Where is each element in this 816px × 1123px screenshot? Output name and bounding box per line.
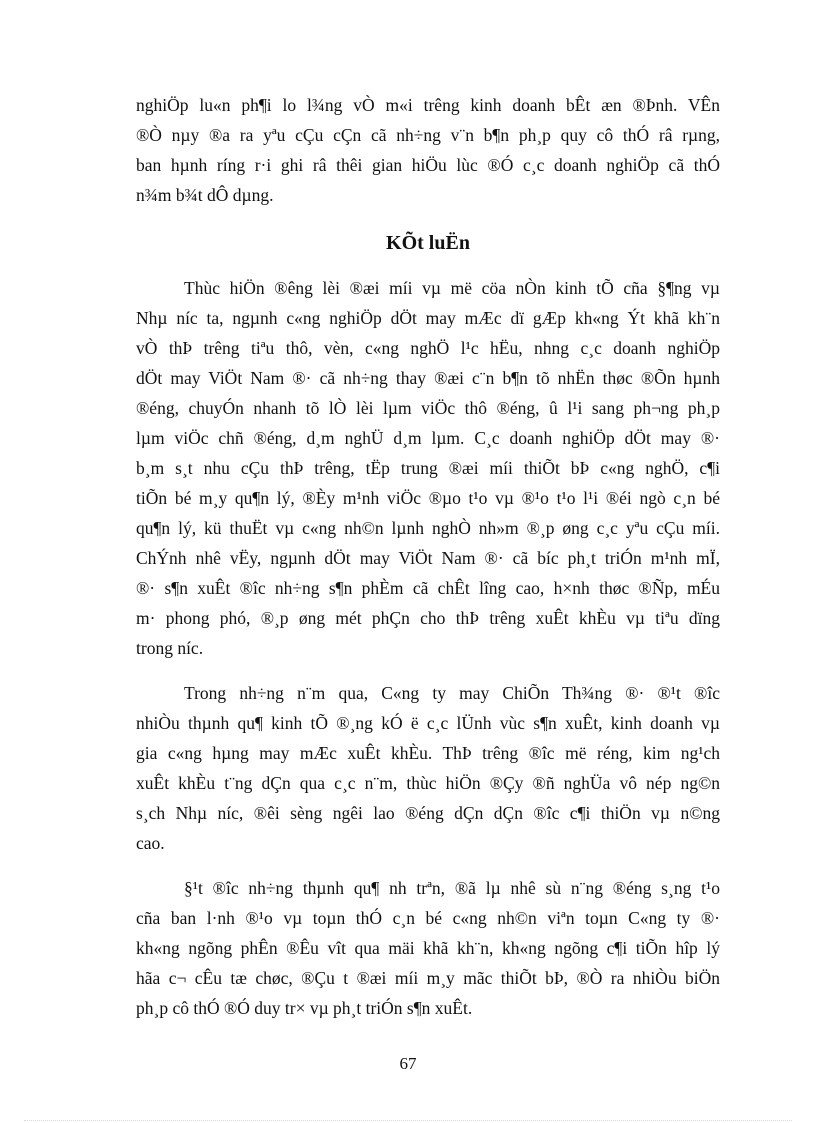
text-line: ®· s¶n xuÊt ®îc nh÷ng s¶n phÈm cã chÊt lîng cao, h×nh thøc ®Ñp, mÉu [136,578,720,598]
text-line: ChÝnh nhê vËy, ngµnh dÖt may ViÖt Nam ®· cã bíc ph¸t triÓn m¹nh mÏ, [136,548,720,568]
text-line: dÖt may ViÖt Nam ®· cã nh÷ng thay ®æi c¨n b¶n tõ nhËn thøc ®Õn hµnh [136,368,720,388]
paragraph-intro [136,90,720,210]
paragraph-conclusion-1 [136,273,720,663]
text-line: ®Ò nµy ®a ra yªu cÇu cÇn cã nh÷ng v¨n b¶n ph¸p quy cô thÓ râ rµng, [136,125,720,145]
text-line: nghiÖp lu«n ph¶i lo l¾ng vÒ m«i trêng kinh doanh bÊt æn ®Þnh. VÊn [136,95,720,115]
text-line: vÒ thÞ trêng tiªu thô, vèn, c«ng nghÖ l¹c hËu, nhng c¸c doanh nghiÖp [136,338,720,358]
text-line: s¸ch Nhµ níc, ®êi sèng ngêi lao ®éng dÇn dÇn ®îc c¶i thiÖn vµ n©ng [136,803,720,823]
text-line: trong níc. [136,638,204,658]
text-line: Trong nh÷ng n¨m qua, C«ng ty may ChiÕn Th¾ng ®· ®¹t ®îc [184,683,720,703]
text-line: hãa c¬ cÊu tæ chøc, ®Çu t ®æi míi m¸y mãc thiÕt bÞ, ®Ò ra nhiÒu biÖn [136,968,720,988]
page-bottom-divider [24,1120,792,1121]
text-line: b¸m s¸t nhu cÇu thÞ trêng, tËp trung ®æi míi thiÕt bÞ c«ng nghÖ, c¶i [136,458,720,478]
text-line: xuÊt khÈu t¨ng dÇn qua c¸c n¨m, thùc hiÖn ®Çy ®ñ nghÜa vô nép ng©n [136,773,720,793]
text-line: cña ban l·nh ®¹o vµ toµn thÓ c¸n bé c«ng nh©n viªn toµn C«ng ty ®· [136,908,720,928]
text-line: nhiÒu thµnh qu¶ kinh tÕ ®¸ng kÓ ë c¸c lÜnh vùc s¶n xuÊt, kinh doanh vµ [136,713,720,733]
text-line: ph¸p cô thÓ ®Ó duy tr× vµ ph¸t triÓn s¶n xuÊt. [136,998,473,1018]
text-line: lµm viÖc chñ ®éng, d¸m nghÜ d¸m lµm. C¸c doanh nghiÖp dÖt may ®· [136,428,720,448]
text-line: §¹t ®îc nh÷ng thµnh qu¶ nh trªn, ®ã lµ nhê sù n¨ng ®éng s¸ng t¹o [184,878,720,898]
paragraph-conclusion-2 [136,678,720,858]
text-line: cao. [136,833,165,853]
text-line: Nhµ níc ta, ngµnh c«ng nghiÖp dÖt may mÆc dï gÆp kh«ng Ýt khã kh¨n [136,308,720,328]
text-line: kh«ng ngõng phÊn ®Êu vît qua mäi khã kh¨n, kh«ng ngõng c¶i tiÕn hîp lý [136,938,720,958]
text-line: Thùc hiÖn ®êng lèi ®æi míi vµ më cöa nÒn kinh tÕ cña §¶ng vµ [184,278,720,298]
text-line: gia c«ng hµng may mÆc xuÊt khÈu. ThÞ trêng ®îc më réng, kim ng¹ch [136,743,720,763]
paragraph-conclusion-3 [136,873,720,1023]
text-line: qu¶n lý, kü thuËt vµ c«ng nh©n lµnh nghÒ nh»m ®¸p øng c¸c yªu cÇu míi. [136,518,720,538]
page-number: 67 [399,1054,417,1073]
text-line: ®éng, chuyÓn nhanh tõ lÒ lèi lµm viÖc thô ®éng, û l¹i sang ph¬ng ph¸p [136,398,720,418]
section-heading: KÕt luËn [386,232,470,254]
text-line: ban hµnh ríng r·i ghi râ thêi gian hiÖu lùc ®Ó c¸c doanh nghiÖp cã thÓ [136,155,720,175]
text-line: tiÕn bé m¸y qu¶n lý, ®Èy m¹nh viÖc ®µo t¹o vµ ®¹o t¹o l¹i ®éi ngò c¸n bé [136,488,720,508]
text-line: m· phong phó, ®¸p øng mét phÇn cho thÞ trêng xuÊt khÈu vµ tiªu dïng [136,608,720,628]
text-line: n¾m b¾t dÔ dµng. [136,185,274,205]
